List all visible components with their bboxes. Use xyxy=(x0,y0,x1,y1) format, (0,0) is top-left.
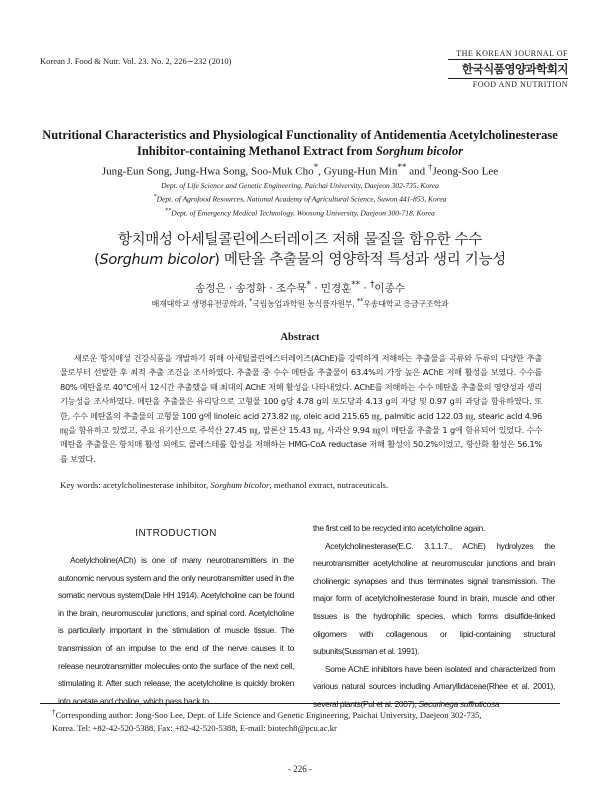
authors-en-part2: , Gyung-Hun Min xyxy=(318,165,398,178)
intro-paragraph-continued: the first cell to be recycled into acetylcholine again. xyxy=(313,523,486,533)
author-mark-1: * xyxy=(306,280,311,290)
paper-title-en xyxy=(30,127,570,159)
affiliation-mark: * xyxy=(153,193,157,200)
intro-paragraph-1: Acetylcholine(ACh) is one of many neurotransmitters in the autonomic nervous system and the only neurotransmitter used in the somatic nervous system(Dale HH 1914). Acetylcholine can be found in the brain, neuromuscular junctions, and spinal cord. Acetylcholine is particularly important in the stimulation of muscle tissue. The transmission of an impulse to the end of the nerve causes it to release neurotransmitter molecules onto the surface of the next cell, stimulating it. After such release, the acetylcholine is quickly broken into acetate and choline, which pass back to xyxy=(58,555,294,706)
affiliation-en-1: Dept. of Life Science and Genetic Engineering, Paichai University, Daejeon 302-735, Korea xyxy=(161,181,439,190)
affiliation-ko-2: 국립농업과학원 농식품자원부, xyxy=(252,299,357,309)
authors-en xyxy=(30,162,570,178)
authors-ko-sep: · xyxy=(360,282,371,295)
title-en-line2 xyxy=(30,143,570,159)
authors-en-part1: Jung-Eun Song, Jung-Hwa Song, Soo-Muk Cho xyxy=(101,165,314,178)
title-ko-species: Sorghum bicolor xyxy=(99,252,215,268)
paper-title-ko xyxy=(20,230,580,270)
footnote-line-1 xyxy=(52,706,562,722)
journal-logo xyxy=(448,49,568,89)
authors-en-part3: Jeong-Soo Lee xyxy=(432,165,499,178)
keywords xyxy=(60,480,550,490)
author-mark-corresponding: † xyxy=(427,162,433,172)
title-en-species: Sorghum bicolor xyxy=(375,144,464,158)
journal-name-ko: 한국식품영양과학회지 xyxy=(461,62,568,76)
author-mark-2: ** xyxy=(351,280,361,290)
footnote-line-1-text: Corresponding author: Jong-Soo Lee, Dept. of Life Science and Genetic Engineering, Paichai University, Daejeon 302-735, xyxy=(55,709,482,720)
abstract-text: 새로운 항치매성 건강식품을 개발하기 위해 아세틸콜린에스터레이즈(AChE)를 강력하게 저해하는 추출물을 곡류와 두류의 다양한 추출물로부터 선발한 후 최적 추출 조건을 조사하였다. 추출물 중 수수 메탄올 추출물이 63.4%의 가장 높은 AChE 저해 활성을 보였다. 수수를 80% 메탄올로 40℃에서 12시간 추출했을 때 최대의 AChE 저해 활성을 나타내었다. AChE를 저해하는 수수 메탄올 추출물의 영양성과 생리 기능성을 조사하였다. 메탄올 추출물은 유리당으로 고형물 100 g당 4.78 g의 포도당과 4.13 g의 자당 및 0.97 g의 과당을 함유하였다. 또한, 수수 메탄올의 추출물의 고형물 100 g에 linoleic acid 273.82 ㎎, oleic acid 215.65 ㎎, palmitic acid 122.03 ㎎, stearic acid 4.96 ㎎을 함유하고 있었고, 주요 유기산으로 주석산 27.45 ㎎, 말론산 15.43 ㎎, 사과산 9.94 ㎎이 메탄올 추출물 1 g에 함유되어 있었다. 수수 메탄올 추출물은 항치매 활성 외에도 콜레스테롤 합성을 저해하는 HMG-CoA reductase 저해 활성이 50.2%이었고, 항산화 활성은 56.1%를 보였다. xyxy=(60,353,542,464)
affiliation-en-3 xyxy=(30,205,570,219)
affiliation-mark: ** xyxy=(165,206,172,214)
title-en-line2-text: Inhibitor-containing Methanol Extract from xyxy=(136,144,376,158)
authors-ko-part3: 이종수 xyxy=(374,282,405,295)
authors-ko-part1: 송정은 · 송정화 · 조수묵 xyxy=(195,282,307,295)
affiliation-ko-1: 배재대학교 생명유전공학과, xyxy=(151,299,249,309)
footnote-divider xyxy=(40,703,560,704)
page-number: - 226 - xyxy=(288,764,312,774)
intro-paragraph-3-text: Some AChE inhibitors have been isolated and characterized from various natural sources including Amaryllidaceae(Rhee et al. 2001), several plants(Pul et al. 2007), xyxy=(313,663,555,709)
keywords-text-2: , methanol extract, nutraceuticals. xyxy=(269,480,389,490)
intro-paragraph-2: Acetylcholinesterase(E.C. 3.1.1.7., AChE) hydrolyzes the neurotransmitter acetylcholine at neuromuscular junctions and brain cholinergic synapses and thus terminates signal transmission. The major form of acetylcholinesterase found in brain, muscle and other tissues is the hydrophilic species, which forms disulfide-linked oligomers with collagenous or lipid-containing structural subunits(Sussman et al. 1991). xyxy=(313,540,555,657)
keywords-species: Sorghum bicolor xyxy=(210,480,270,490)
affiliation-en-2-text: Dept. of Agrofood Resources, National Academy of Agricultural Science, Suwon 441-853, Korea xyxy=(156,194,447,204)
affiliation-en-2 xyxy=(30,191,570,205)
author-mark-corresponding: † xyxy=(370,280,375,290)
corresponding-author-footnote xyxy=(52,706,562,736)
journal-citation: Korean J. Food & Nutr. Vol. 23. No. 2, 226∼232 (2010) xyxy=(40,56,232,66)
keywords-label: Key words: xyxy=(60,480,104,490)
intro-species: Securinega suffruticosa xyxy=(418,698,500,709)
keywords-text-1: acetylcholinesterase inhibitor, xyxy=(103,480,211,490)
introduction-heading: INTRODUCTION xyxy=(135,528,217,539)
author-mark-2: ** xyxy=(397,162,407,172)
affiliation-mark: ** xyxy=(357,297,364,305)
affiliations-en xyxy=(30,180,570,218)
affiliation-mark: * xyxy=(248,297,253,305)
column-right xyxy=(313,520,555,714)
title-en-line1: Nutritional Characteristics and Physiological Functionality of Antidementia Acetylcholinesterase xyxy=(42,128,558,142)
journal-name-en-line1: THE KOREAN JOURNAL OF xyxy=(448,49,568,60)
abstract-heading: Abstract xyxy=(280,332,320,343)
footnote-mark: † xyxy=(52,708,56,716)
journal-name-en-line2: FOOD AND NUTRITION xyxy=(448,78,568,89)
title-ko-line1: 항치매성 아세틸콜린에스터레이즈 저해 물질을 함유한 수수 xyxy=(117,232,483,248)
column-left xyxy=(58,552,294,710)
authors-ko xyxy=(20,280,580,296)
abstract-body xyxy=(60,351,542,466)
title-ko-paren: ( xyxy=(94,252,100,268)
authors-ko-part2: · 민경훈 xyxy=(310,282,352,295)
author-mark-1: * xyxy=(313,162,319,172)
affiliation-ko-3: 우송대학교 응급구조학과 xyxy=(363,299,449,309)
footnote-line-2: Korea. Tel: +82-42-520-5388, Fax: +82-42-520-5388, E-mail: biotech8@pcu.ac.kr xyxy=(52,723,337,734)
authors-en-and: and xyxy=(406,165,428,178)
title-ko-line2 xyxy=(20,250,580,270)
affiliations-ko xyxy=(20,297,580,310)
affiliation-en-3-text: Dept. of Emergency Medical Technology, Woosong University, Daejeon 300-718, Korea xyxy=(171,208,435,217)
title-ko-line2-text: ) 메탄올 추출물의 영양학적 특성과 생리 기능성 xyxy=(214,252,506,268)
